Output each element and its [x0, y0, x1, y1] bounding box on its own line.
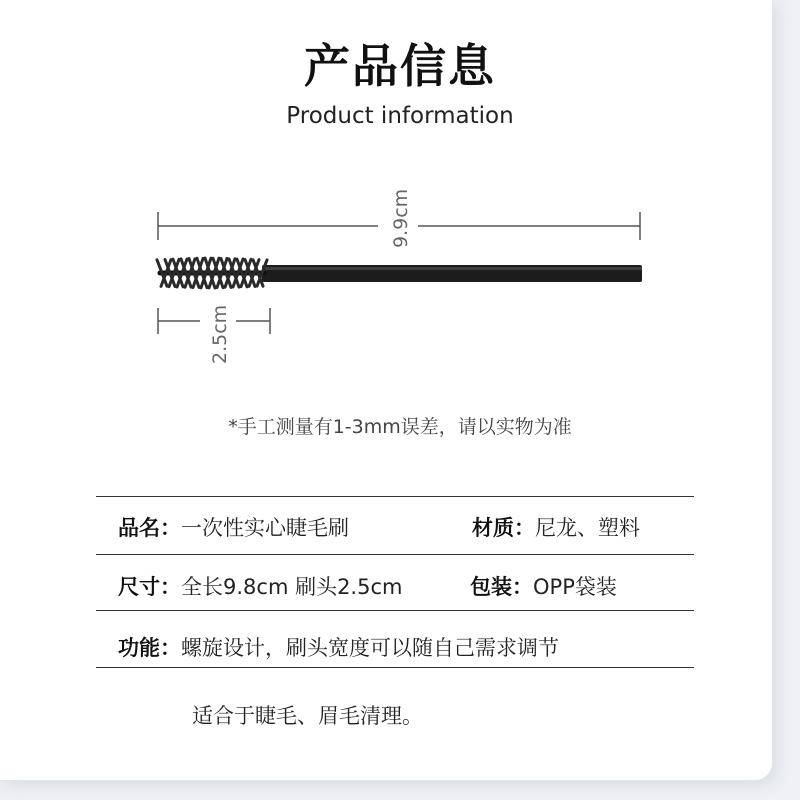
spec-function-label: 功能： — [118, 636, 181, 660]
divider — [96, 667, 694, 668]
total-length-dimension — [158, 189, 640, 248]
spec-material — [472, 512, 640, 542]
spec-name-value: 一次性实心睫毛刷 — [181, 516, 349, 540]
page-subtitle: Product information — [286, 103, 514, 129]
spec-name-label: 品名： — [118, 516, 181, 540]
divider — [96, 610, 694, 611]
spec-name — [118, 512, 349, 542]
spec-function-value: 螺旋设计，刷头宽度可以随自己需求调节 — [181, 636, 559, 660]
brush-diagram — [0, 170, 800, 370]
spec-function — [118, 632, 559, 662]
spec-size-label: 尺寸： — [118, 575, 181, 599]
spec-package-label: 包装： — [470, 575, 533, 599]
spec-function-continued: 适合于睫毛、眉毛清理。 — [192, 704, 423, 728]
brush-head — [157, 258, 267, 288]
brush-shaft — [262, 265, 642, 282]
measurement-note: *手工测量有1-3mm误差，请以实物为准 — [228, 416, 572, 438]
divider — [96, 554, 694, 555]
divider — [96, 496, 694, 497]
spec-material-value: 尼龙、塑料 — [535, 516, 640, 540]
spec-size-value: 全长9.8cm 刷头2.5cm — [181, 575, 403, 599]
head-length-label: 2.5cm — [209, 304, 231, 364]
spec-size — [118, 571, 402, 601]
spec-package — [470, 571, 617, 601]
total-length-label: 9.9cm — [390, 188, 412, 248]
page-title: 产品信息 — [304, 39, 496, 93]
spec-material-label: 材质： — [472, 516, 535, 540]
spec-package-value: OPP袋装 — [533, 575, 617, 599]
head-length-dimension — [158, 305, 270, 364]
